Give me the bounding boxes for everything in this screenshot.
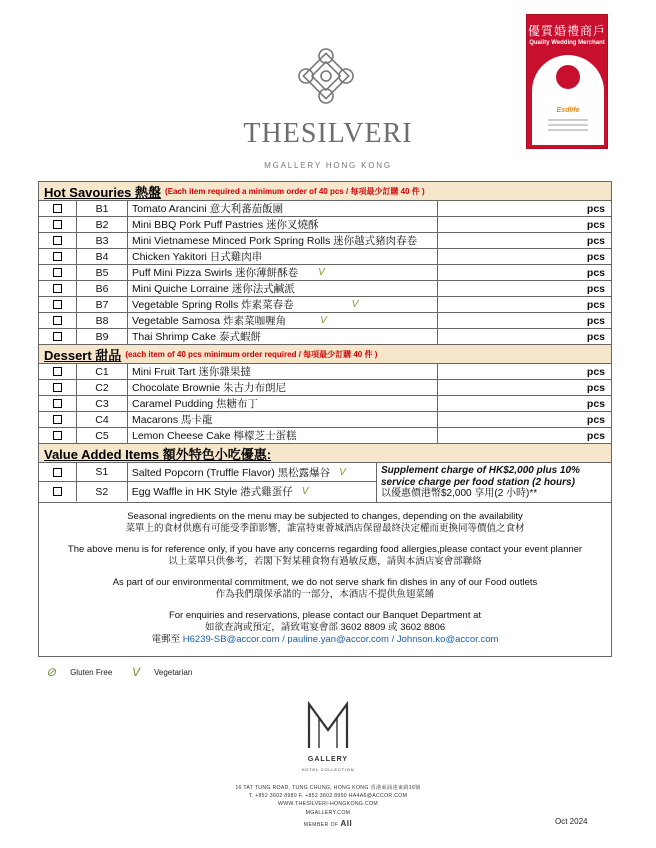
order-checkbox[interactable]: [53, 431, 62, 440]
item-name: Chocolate Brownie 朱古力布朗尼: [132, 382, 287, 394]
order-checkbox[interactable]: [53, 383, 62, 392]
menu-date: Oct 2024: [555, 817, 588, 826]
quantity-pcs[interactable]: pcs: [586, 266, 605, 279]
legend-gluten-free: ⊘ Gluten Free: [46, 665, 113, 679]
menu-item-row-b5: [39, 265, 611, 281]
item-code: C2: [77, 380, 128, 395]
item-name: Chicken Yakitori 日式雞肉串: [132, 251, 263, 263]
badge-fine-print: [548, 119, 588, 134]
order-checkbox[interactable]: [53, 487, 62, 496]
item-name: Caramel Pudding 焦糖布丁: [132, 398, 259, 410]
menu-order-table: [38, 181, 612, 657]
double-happiness-seal-icon: [556, 65, 580, 89]
item-code: S1: [77, 463, 128, 481]
item-name: Mini Fruit Tart 迷你雜果撻: [132, 366, 251, 378]
menu-item-row-c3: [39, 396, 611, 412]
section-note: (Each item required a minimum order of 40 pcs / 每項最少訂購 40 件 ): [165, 186, 425, 196]
quantity-pcs[interactable]: pcs: [586, 413, 605, 426]
vegetarian-icon: V: [339, 466, 346, 478]
value-added-block: [39, 463, 611, 503]
item-code: B4: [77, 249, 128, 264]
section-title: Dessert 甜品: [44, 347, 122, 363]
banquet-email-links[interactable]: H6239-SB@accor.com / pauline.yan@accor.com / Johnson.ko@accor.com: [182, 633, 499, 645]
section-dessert: [39, 345, 611, 364]
item-name: Mini Quiche Lorraine 迷你法式鹹派: [132, 283, 295, 295]
order-checkbox[interactable]: [53, 332, 62, 341]
order-checkbox[interactable]: [53, 415, 62, 424]
dessert-rows: [39, 364, 611, 444]
item-name: Mini BBQ Pork Puff Pastries 迷你叉燒酥: [132, 219, 319, 231]
silveri-logo-mark: [294, 44, 358, 108]
section-note: (each item of 40 pcs minimum order required / 每項最少訂購 40 件 ): [125, 349, 378, 359]
menu-item-row-c4: [39, 412, 611, 428]
badge-logo: Esdlife: [556, 107, 580, 114]
menu-item-row-b6: [39, 281, 611, 297]
legend-vegetarian: V Vegetarian: [132, 665, 193, 679]
menu-item-row-b3: [39, 233, 611, 249]
vegetarian-icon: V: [301, 486, 309, 497]
order-checkbox[interactable]: [53, 236, 62, 245]
vegetarian-icon: V: [318, 267, 325, 278]
menu-item-row-c2: [39, 380, 611, 396]
quantity-pcs[interactable]: pcs: [586, 314, 605, 327]
menu-item-row-c5: [39, 428, 611, 444]
item-code: S2: [77, 482, 128, 501]
item-code: B5: [77, 265, 128, 280]
supplement-charge: [377, 463, 611, 502]
item-code: B1: [77, 201, 128, 216]
quantity-pcs[interactable]: pcs: [586, 250, 605, 263]
menu-item-row-c1: [39, 364, 611, 380]
item-code: C1: [77, 364, 128, 379]
brand-subtitle: MGALLERY HONG KONG: [264, 161, 392, 170]
menu-item-row-b2: [39, 217, 611, 233]
quantity-pcs[interactable]: pcs: [586, 429, 605, 442]
brand-name: THESILVERI: [243, 118, 413, 149]
item-name: Tomato Arancini 意大利蕃茄飯團: [132, 203, 284, 215]
order-checkbox[interactable]: [53, 399, 62, 408]
item-name: Mini Vietnamese Minced Pork Spring Rolls 迷你越式豬肉春卷: [132, 235, 418, 247]
badge-card: [532, 55, 604, 145]
item-name: Puff Mini Pizza Swirls 迷你薄餅酥卷: [132, 267, 299, 279]
item-code: B6: [77, 281, 128, 296]
vegetarian-icon: V: [320, 315, 327, 326]
quality-merchant-badge: [526, 14, 608, 149]
quantity-pcs[interactable]: pcs: [586, 330, 605, 343]
item-name: Lemon Cheese Cake 檸檬芝士蛋糕: [132, 430, 297, 442]
order-checkbox[interactable]: [53, 204, 62, 213]
menu-item-row-b1: [39, 201, 611, 217]
order-checkbox[interactable]: [53, 252, 62, 261]
menu-item-row-b8: [39, 313, 611, 329]
mgallery-logo-icon: [295, 700, 361, 750]
menu-item-row-b7: [39, 297, 611, 313]
section-hot-savouries: [39, 182, 611, 201]
item-name: Salted Popcorn (Truffle Flavor) 黑松露爆谷: [131, 466, 331, 479]
quantity-pcs[interactable]: pcs: [586, 202, 605, 215]
order-checkbox[interactable]: [53, 367, 62, 376]
item-name: Thai Shrimp Cake 泰式蝦餅: [132, 331, 261, 343]
menu-notes: [39, 503, 611, 656]
order-checkbox[interactable]: [53, 284, 62, 293]
quantity-pcs[interactable]: pcs: [586, 397, 605, 410]
item-code: C3: [77, 396, 128, 411]
order-checkbox[interactable]: [53, 268, 62, 277]
item-code: B8: [77, 313, 128, 328]
section-value-added: [39, 444, 611, 463]
order-checkbox[interactable]: [53, 300, 62, 309]
section-title: Value Added Items 額外特色小吃優惠:: [44, 446, 272, 462]
menu-item-row-b4: [39, 249, 611, 265]
supplement-charge-zh: 以優惠價港幣$2,000 享用(2 小時)**: [381, 488, 538, 499]
item-code: B7: [77, 297, 128, 312]
item-code: B2: [77, 217, 128, 232]
menu-item-row-s1: [39, 463, 376, 482]
note-enquiry: For enquiries and reservations, please contact our Banquet Department at 如欲查詢或預定，請致電宴會部 3602 8809 或 3602 8806 電郵至 H6239-SB@accor.com / pauline.yan@accor.com / Johnson.ko@accor.com: [151, 609, 499, 645]
item-name: Vegetable Samosa 炸素菜咖喱角: [132, 315, 287, 327]
menu-item-row-b9: [39, 329, 611, 345]
supplement-charge-en: Supplement charge of HK$2,000 plus 10% service charge per food station (2 hours): [381, 465, 580, 488]
item-code: B3: [77, 233, 128, 248]
quantity-pcs[interactable]: pcs: [586, 365, 605, 378]
item-name: Vegetable Spring Rolls 炸素菜春卷: [132, 299, 294, 311]
hotel-address: 16 TAT TUNG ROAD, TUNG CHUNG, HONG KONG 香港東涌達東路16號 T. +852 3602 8989 F. +852 3602 8990 HA4A6@ACCOR.COM WWW.THESILVERI-HONGKONG.COM MGALLERY.COM: [235, 785, 421, 816]
quantity-pcs[interactable]: pcs: [586, 298, 605, 311]
order-checkbox[interactable]: [53, 468, 62, 477]
quantity-pcs[interactable]: pcs: [586, 381, 605, 394]
value-added-rows: [39, 463, 377, 502]
member-of-all: MEMBER OF All: [303, 819, 353, 828]
order-checkbox[interactable]: [53, 220, 62, 229]
note-shark-fin: As part of our environmental commitment, we do not serve shark fin dishes in any of our Food outlets 作為我們環保承諾的一部分，本酒店不提供魚翅菜餚: [112, 576, 538, 600]
gluten-free-icon: ⊘: [46, 665, 57, 679]
quantity-pcs[interactable]: pcs: [586, 282, 605, 295]
section-title: Hot Savouries 熱盤: [44, 184, 162, 200]
quantity-pcs[interactable]: pcs: [586, 234, 605, 247]
quantity-pcs[interactable]: pcs: [586, 218, 605, 231]
item-code: B9: [77, 329, 128, 344]
item-code: C4: [77, 412, 128, 427]
mgallery-collection: HOTEL COLLECTION: [301, 767, 355, 772]
order-checkbox[interactable]: [53, 316, 62, 325]
item-name: Egg Waffle in HK Style 港式雞蛋仔: [131, 486, 293, 498]
badge-title-en: Quality Wedding Merchant: [529, 40, 605, 46]
vegetarian-icon: V: [132, 665, 141, 679]
item-code: C5: [77, 428, 128, 443]
note-allergy: The above menu is for reference only, if you have any concerns regarding food allergies,please contact your event planner 以上菜單只供參考，若閣下對某種食物有過敏反應，請與本酒店宴會部聯絡: [67, 543, 583, 567]
hot-savouries-rows: [39, 201, 611, 345]
menu-item-row-s2: [39, 482, 376, 501]
badge-title-zh: 優質婚禮商戶: [527, 24, 606, 38]
vegetarian-icon: V: [351, 299, 359, 310]
item-name: Macarons 馬卡龍: [132, 414, 213, 426]
note-seasonal: Seasonal ingredients on the menu may be subjected to changes, depending on the availability 菜單上的食材供應有可能受季節影響，誰富特東薈城酒店保留最終決定權而更換同等價值之食材: [125, 510, 525, 534]
mgallery-wordmark: GALLERY: [307, 756, 349, 763]
